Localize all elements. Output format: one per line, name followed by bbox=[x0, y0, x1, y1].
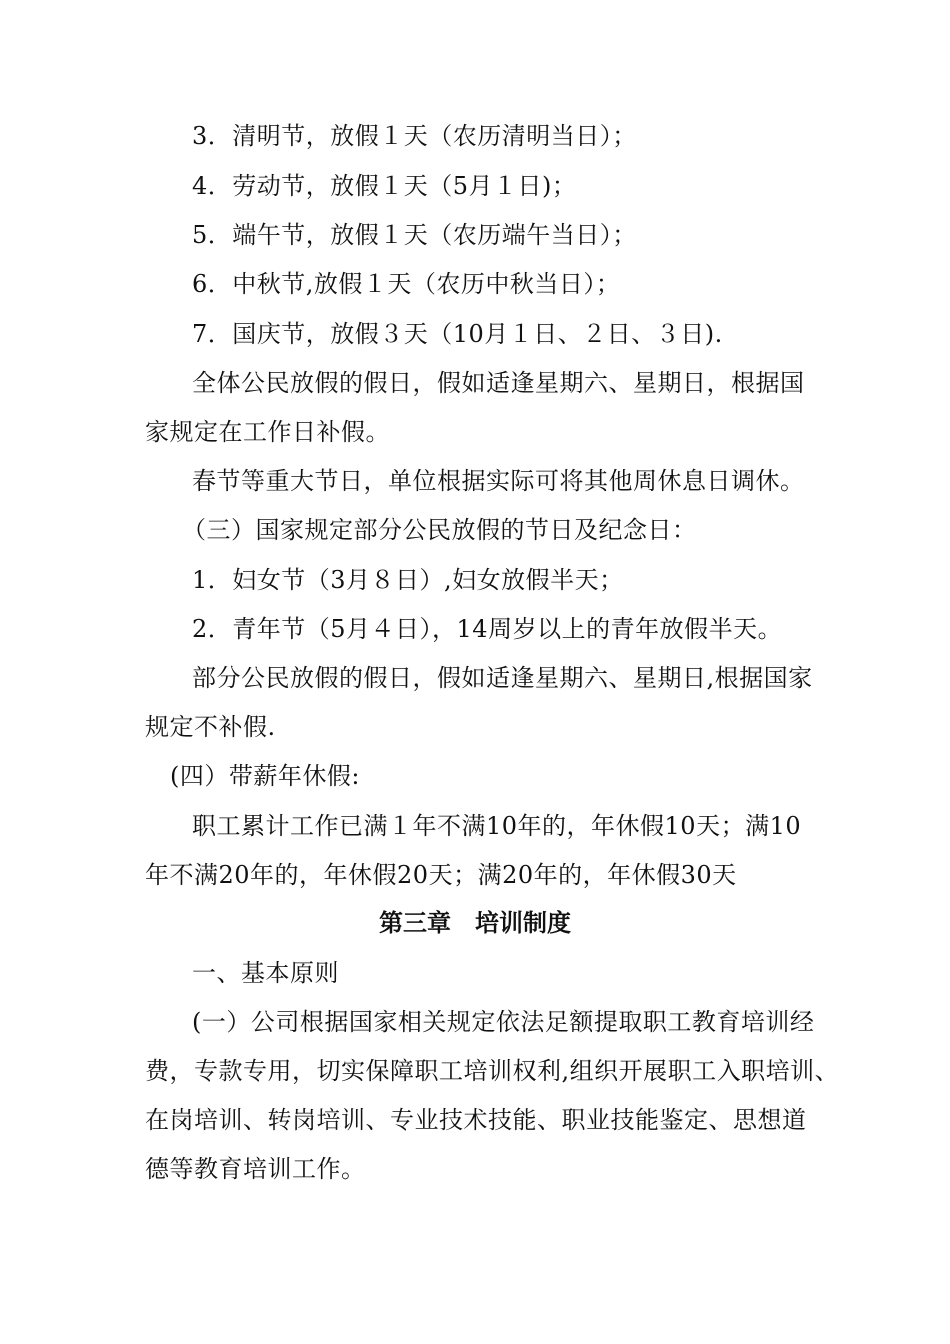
section-heading-basic-principles: 一、基本原则 bbox=[192, 959, 339, 987]
section-heading-partial-holidays: （三）国家规定部分公民放假的节日及纪念日： bbox=[182, 516, 697, 544]
paragraph-training-line-4: 德等教育培训工作。 bbox=[145, 1155, 366, 1183]
paragraph-training-line-3: 在岗培训、转岗培训、专业技术技能、职业技能鉴定、思想道 bbox=[145, 1106, 807, 1134]
paragraph-partial-no-compensation-line-1: 部分公民放假的假日，假如适逢星期六、星期日,根据国家 bbox=[192, 664, 813, 692]
paragraph-compensation-line-2: 家规定在工作日补假。 bbox=[145, 418, 390, 446]
chapter-heading: 第三章 培训制度 bbox=[379, 908, 571, 937]
partial-holiday-youth-day: 2．青年节（5月４日），14周岁以上的青年放假半天。 bbox=[192, 615, 783, 643]
paragraph-annual-leave-line-2: 年不满20年的，年休假20天；满20年的，年休假30天 bbox=[145, 861, 737, 889]
section-heading-paid-annual-leave: (四）带薪年休假: bbox=[170, 762, 360, 790]
paragraph-annual-leave-line-1: 职工累计工作已满１年不满10年的，年休假10天；满10 bbox=[192, 812, 802, 840]
holiday-item-mid-autumn: 6．中秋节,放假１天（农历中秋当日）； bbox=[192, 270, 621, 298]
holiday-item-labor-day: 4．劳动节，放假１天（5月１日)； bbox=[192, 172, 577, 200]
paragraph-training-line-2: 费，专款专用，切实保障职工培训权利,组织开展职工入职培训、 bbox=[145, 1057, 840, 1085]
holiday-item-dragon-boat: 5．端午节，放假１天（农历端午当日）； bbox=[192, 221, 637, 249]
holiday-item-qingming: 3．清明节，放假１天（农历清明当日）； bbox=[192, 122, 637, 150]
paragraph-partial-no-compensation-line-2: 规定不补假. bbox=[145, 713, 276, 741]
holiday-item-national-day: 7．国庆节，放假３天（10月１日、２日、３日). bbox=[192, 320, 723, 348]
paragraph-training-line-1: (一）公司根据国家相关规定依法足额提取职工教育培训经 bbox=[192, 1008, 815, 1036]
paragraph-compensation-line-1: 全体公民放假的假日，假如适逢星期六、星期日，根据国 bbox=[192, 369, 805, 397]
partial-holiday-womens-day: 1．妇女节（3月８日）,妇女放假半天； bbox=[192, 566, 624, 594]
paragraph-spring-festival: 春节等重大节日，单位根据实际可将其他周休息日调休。 bbox=[192, 467, 805, 495]
